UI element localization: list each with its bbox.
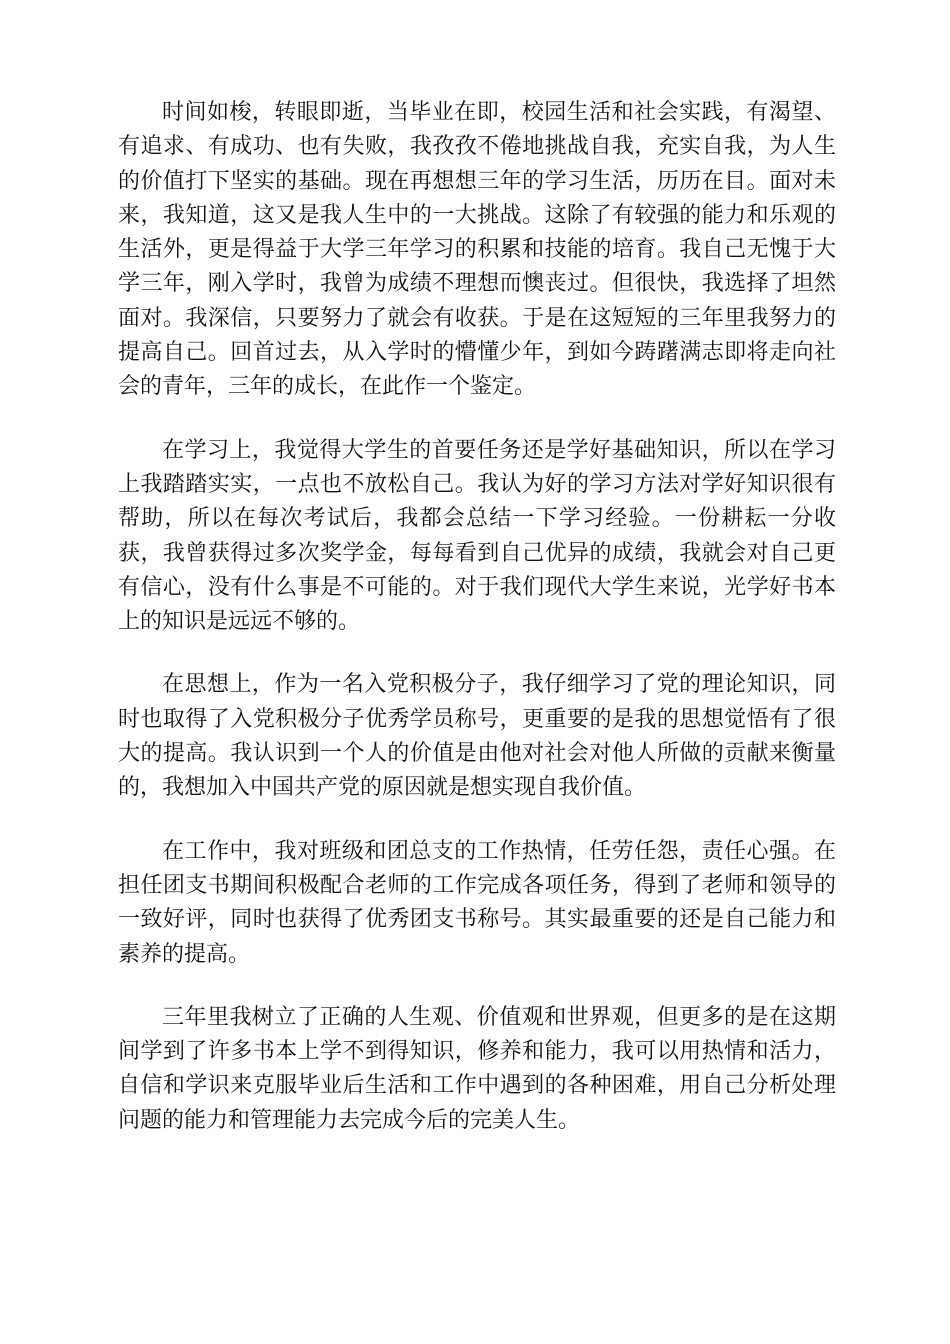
paragraph-conclusion: 三年里我树立了正确的人生观、价值观和世界观，但更多的是在这期间学到了许多书本上学不到得知识，修养和能力，我可以用热情和活力，自信和学识来克服毕业后生活和工作中遇到的各种困难，用自己分析处理问题的能力和管理能力去完成今后的完美人生。: [118, 1004, 836, 1133]
paragraph-ideology: 在思想上，作为一名入党积极分子，我仔细学习了党的理论知识，同时也取得了入党积极分子优秀学员称号，更重要的是我的思想觉悟有了很大的提高。我认识到一个人的价值是由他对社会对他人所做的贡献来衡量的，我想加入中国共产党的原因就是想实现自我价值。: [118, 672, 836, 801]
paragraph-intro: 时间如梭，转眼即逝，当毕业在即，校园生活和社会实践，有渴望、有追求、有成功、也有失败，我孜孜不倦地挑战自我，充实自我，为人生的价值打下坚实的基础。现在再想想三年的学习生活，历历在目。面对未来，我知道，这又是我人生中的一大挑战。这除了有较强的能力和乐观的生活外，更是得益于大学三年学习的积累和技能的培育。我自己无愧于大学三年，刚入学时，我曾为成绩不理想而懊丧过。但很快，我选择了坦然面对。我深信，只要努力了就会有收获。于是在这短短的三年里我努力的提高自己。回首过去，从入学时的懵懂少年，到如今踌躇满志即将走向社会的青年，三年的成长，在此作一个鉴定。: [118, 100, 836, 400]
document-body: [118, 96, 836, 1138]
paragraph-work: 在工作中，我对班级和团总支的工作热情，任劳任怨，责任心强。在担任团支书期间积极配合老师的工作完成各项任务，得到了老师和领导的一致好评，同时也获得了优秀团支书称号。其实最重要的还是自己能力和素养的提高。: [118, 838, 836, 967]
paragraph-study: 在学习上，我觉得大学生的首要任务还是学好基础知识，所以在学习上我踏踏实实，一点也不放松自己。我认为好的学习方法对学好知识很有帮助，所以在每次考试后，我都会总结一下学习经验。一份耕耘一分收获，我曾获得过多次奖学金，每每看到自己优异的成绩，我就会对自己更有信心，没有什么事是不可能的。对于我们现代大学生来说，光学好书本上的知识是远远不够的。: [118, 437, 836, 635]
